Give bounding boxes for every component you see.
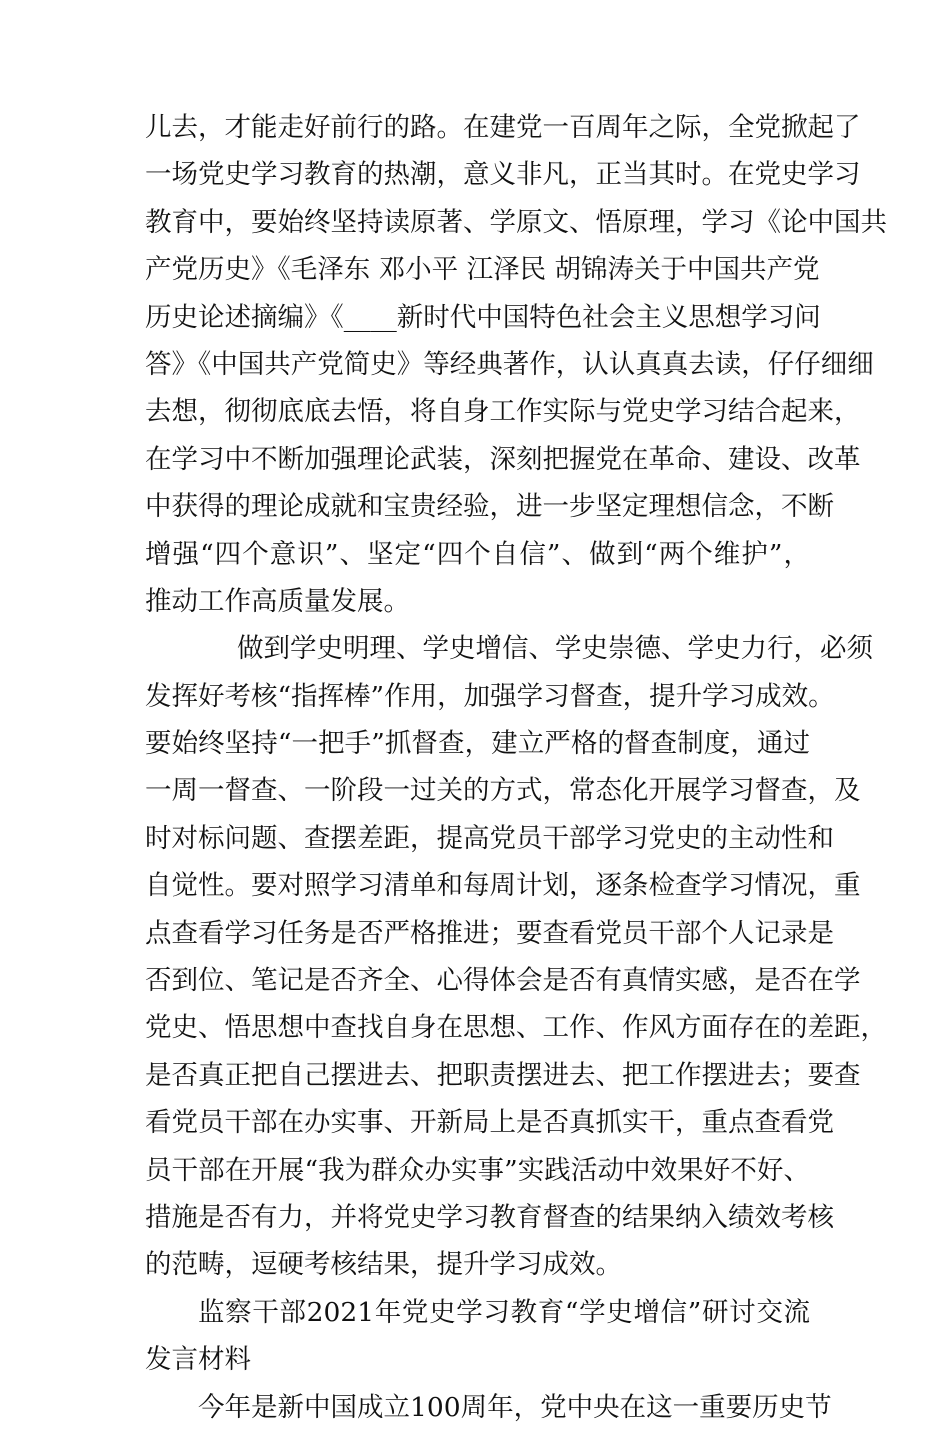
paragraph-line: 中获得的理论成就和宝贵经验，进一步坚定理想信念，不断 [145,491,834,523]
paragraph-line: 点查看学习任务是否严格推进；要查看党员干部个人记录是 [145,917,834,949]
paragraph-1 [145,104,887,625]
paragraph-line: 否到位、笔记是否齐全、心得体会是否有真情实感，是否在学 [145,965,861,997]
heading-line: 发言材料 [145,1344,251,1376]
paragraph-line: 儿去，才能走好前行的路。在建党一百周年之际，全党掀起了 [145,112,861,143]
paragraph-line: 一场党史学习教育的热潮，意义非凡，正当其时。在党史学习 [145,159,861,191]
paragraph-line: 做到学史明理、学史增信、学史崇德、学史力行，必须 [237,633,873,665]
paragraph-line: 在学习中不断加强理论武装，深刻把握党在革命、建设、改革 [145,443,861,475]
paragraph-line: 增强“四个意识”、坚定“四个自信”、做到“两个维护”， [145,538,810,570]
heading-line: 监察干部2021年党史学习教育“学史增信”研讨交流 [198,1296,810,1328]
paragraph-line: 今年是新中国成立100周年，党中央在这一重要历史节 [198,1391,832,1423]
paragraph-line: 是否真正把自己摆进去、把职责摆进去、把工作摆进去；要查 [145,1059,861,1091]
paragraph-line: 产党历史》《毛泽东 邓小平 江泽民 胡锦涛关于中国共产党 [145,254,820,286]
paragraph-line: 去想，彻彻底底去悟，将自身工作实际与党史学习结合起来， [145,396,861,428]
paragraph-line: 看党员干部在办实事、开新局上是否真抓实干，重点查看党 [145,1107,834,1139]
paragraph-line: 员干部在开展“我为群众办实事”实践活动中效果好不好、 [145,1154,810,1186]
paragraph-line: 推动工作高质量发展。 [145,585,410,617]
paragraph-line: 一周一督查、一阶段一过关的方式，常态化开展学习督查，及 [145,775,861,807]
paragraph-line: 历史论述摘编》《____新时代中国特色社会主义思想学习问 [145,301,821,333]
paragraph-line: 答》《中国共产党简史》等经典著作，认认真真去读，仔仔细细 [145,348,874,380]
paragraph-line: 教育中，要始终坚持读原著、学原文、悟原理，学习《论中国共 [145,206,887,238]
paragraph-line: 发挥好考核“指挥棒”作用，加强学习督查，提升学习成效。 [145,680,835,712]
paragraph-line: 党史、悟思想中查找自身在思想、工作、作风方面存在的差距， [145,1012,887,1044]
paragraph-line: 时对标问题、查摆差距，提高党员干部学习党史的主动性和 [145,822,834,854]
paragraph-line: 措施是否有力，并将党史学习教育督查的结果纳入绩效考核 [145,1201,834,1233]
paragraph-line: 的范畴，逗硬考核结果，提升学习成效。 [145,1249,622,1281]
paragraph-3 [145,1384,832,1431]
section-heading [145,1289,810,1384]
paragraph-line: 要始终坚持“一把手”抓督查，建立严格的督查制度，通过 [145,728,810,760]
document-body [145,104,887,1431]
paragraph-line: 自觉性。要对照学习清单和每周计划，逐条检查学习情况，重 [145,870,861,902]
paragraph-2 [145,625,887,1288]
